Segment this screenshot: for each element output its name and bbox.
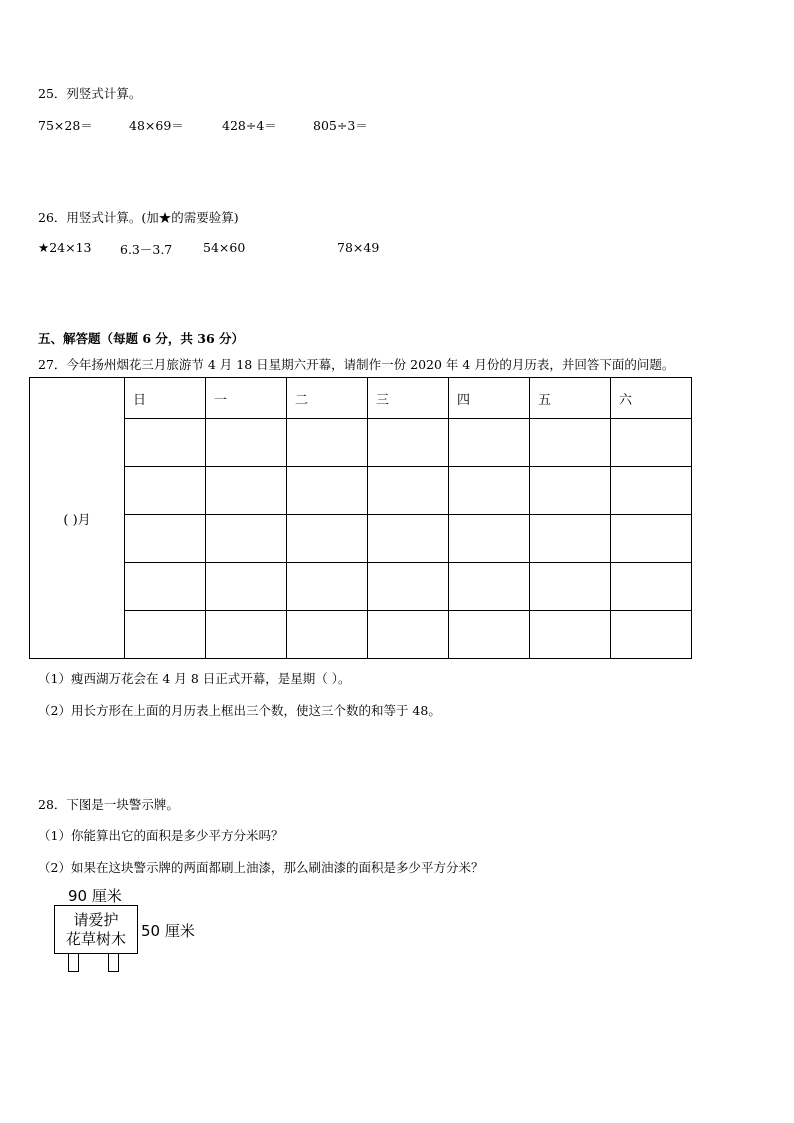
calendar-cell[interactable] <box>206 467 287 515</box>
calendar-cell[interactable] <box>206 611 287 659</box>
calendar-row <box>30 563 692 611</box>
calendar-cell[interactable] <box>287 611 368 659</box>
calendar-row <box>30 419 692 467</box>
q25-item-4: 805÷3＝ <box>313 118 368 133</box>
warning-sign <box>54 905 138 954</box>
calendar-cell[interactable] <box>125 611 206 659</box>
calendar-cell[interactable] <box>287 515 368 563</box>
calendar-cell[interactable] <box>206 515 287 563</box>
month-label-cell <box>30 378 125 659</box>
weekday-wed: 三 <box>368 378 449 419</box>
q25-item-2: 48×69＝ <box>129 118 184 133</box>
q27-sub2: （2）用长方形在上面的月历表上框出三个数，使这三个数的和等于 48。 <box>38 703 441 718</box>
calendar-row <box>30 467 692 515</box>
calendar-cell[interactable] <box>368 563 449 611</box>
calendar-cell[interactable] <box>368 515 449 563</box>
calendar-cell[interactable] <box>206 419 287 467</box>
q26-item-1: ★24×13 <box>38 240 92 255</box>
calendar-cell[interactable] <box>125 467 206 515</box>
q28-sub1: （1）你能算出它的面积是多少平方分米吗？ <box>38 828 284 843</box>
calendar-cell[interactable] <box>530 467 611 515</box>
sign-line-2: 花草树木 <box>65 930 126 948</box>
calendar-cell[interactable] <box>611 467 692 515</box>
calendar-row <box>30 611 692 659</box>
q27-title: 27．今年扬州烟花三月旅游节 4 月 18 日星期六开幕，请制作一份 2020 年 4 月份的月历表，并回答下面的问题。 <box>38 357 675 372</box>
q25-item-1: 75×28＝ <box>38 118 93 133</box>
calendar-cell[interactable] <box>611 563 692 611</box>
calendar-cell[interactable] <box>125 419 206 467</box>
weekday-thu: 四 <box>449 378 530 419</box>
calendar-cell[interactable] <box>530 419 611 467</box>
sign-post-right <box>108 953 119 972</box>
weekday-sun: 日 <box>125 378 206 419</box>
calendar-cell[interactable] <box>530 563 611 611</box>
calendar-cell[interactable] <box>125 563 206 611</box>
calendar-row <box>30 515 692 563</box>
sign-width-label: 90 厘米 <box>68 887 122 905</box>
weekday-fri: 五 <box>530 378 611 419</box>
calendar-table <box>29 377 692 659</box>
calendar-cell[interactable] <box>449 467 530 515</box>
q27-sub1: （1）瘦西湖万花会在 4 月 8 日正式开幕，是星期（ ）。 <box>38 671 351 686</box>
q26-item-3: 54×60 <box>203 240 246 255</box>
calendar-cell[interactable] <box>125 515 206 563</box>
q26-title: 26．用竖式计算。(加★的需要验算) <box>38 210 239 225</box>
weekday-tue: 二 <box>287 378 368 419</box>
calendar-cell[interactable] <box>449 611 530 659</box>
q26-item-2: 6.3－3.7 <box>120 242 173 257</box>
calendar-cell[interactable] <box>368 419 449 467</box>
q28-sub2: （2）如果在这块警示牌的两面都刷上油漆，那么刷油漆的面积是多少平方分米？ <box>38 860 484 875</box>
section-title: 五、解答题（每题 6 分，共 36 分） <box>38 331 245 346</box>
calendar-cell[interactable] <box>287 419 368 467</box>
calendar-cell[interactable] <box>206 563 287 611</box>
sign-line-1: 请爱护 <box>73 911 119 929</box>
q25-title: 25．列竖式计算。 <box>38 86 142 101</box>
weekday-mon: 一 <box>206 378 287 419</box>
calendar-cell[interactable] <box>530 611 611 659</box>
calendar-cell[interactable] <box>368 467 449 515</box>
calendar-cell[interactable] <box>368 611 449 659</box>
calendar-cell[interactable] <box>611 515 692 563</box>
calendar-cell[interactable] <box>530 515 611 563</box>
calendar-cell[interactable] <box>449 515 530 563</box>
calendar-cell[interactable] <box>611 611 692 659</box>
sign-post-left <box>68 953 79 972</box>
calendar-cell[interactable] <box>287 563 368 611</box>
sign-height-label: 50 厘米 <box>141 922 195 940</box>
q26-item-4: 78×49 <box>337 240 380 255</box>
q28-title: 28．下图是一块警示牌。 <box>38 797 179 812</box>
month-label: ( )月 <box>63 512 91 528</box>
weekday-sat: 六 <box>611 378 692 419</box>
calendar-cell[interactable] <box>449 563 530 611</box>
calendar-cell[interactable] <box>287 467 368 515</box>
calendar-cell[interactable] <box>611 419 692 467</box>
q25-item-3: 428÷4＝ <box>222 118 277 133</box>
calendar-cell[interactable] <box>449 419 530 467</box>
